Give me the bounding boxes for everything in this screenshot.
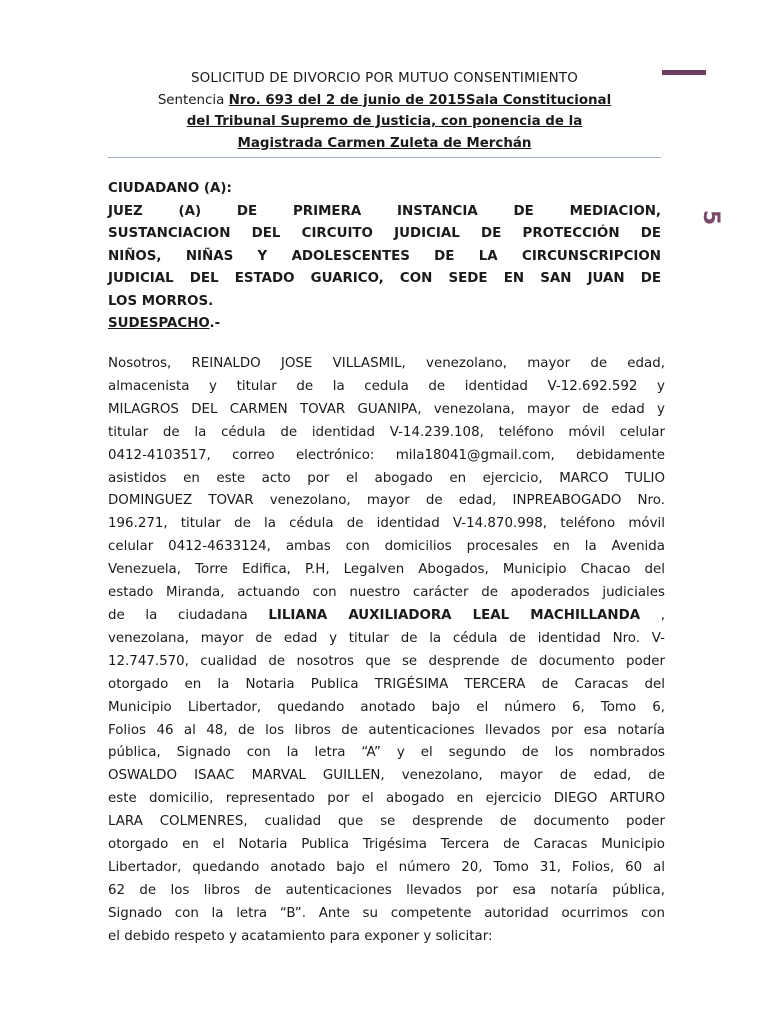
sentencia-line-2: del Tribunal Supremo de Justicia, con ponencia de la: [186, 114, 583, 129]
body-line: OSWALDO ISAAC MARVAL GUILLEN, venezolano, mayor de edad, de: [108, 768, 665, 784]
addressee-line: CIUDADANO (A):: [108, 181, 232, 196]
body-line: titular de la cédula de identidad V-14.239.108, teléfono móvil celular: [108, 424, 665, 440]
document-header: [108, 68, 661, 154]
body-line: otorgado en la Notaria Publica TRIGÉSIMA TERCERA de Caracas del: [108, 676, 665, 692]
page-number: 5: [698, 209, 724, 226]
body-line: asistidos en este acto por el abogado en ejercicio, MARCO TULIO: [108, 470, 665, 486]
client-suffix: ,: [660, 607, 665, 623]
body-line: LARA COLMENRES, cualidad que se desprende de documento poder: [108, 814, 665, 830]
body-line: celular 0412-4633124, ambas con domicilios procesales en la Avenida: [108, 539, 665, 555]
sentencia-line-1: [108, 90, 661, 112]
body-line: 196.271, titular de la cédula de identidad V-14.870.998, teléfono móvil: [108, 516, 665, 532]
addressee-line: SUSTANCIACION DEL CIRCUITO JUDICIAL DE PROTECCIÓN DE: [108, 226, 661, 241]
header-divider: [108, 157, 661, 158]
body-line: DOMINGUEZ TOVAR venezolano, mayor de edad, INPREABOGADO Nro.: [108, 493, 665, 509]
addressee-line: NIÑOS, NIÑAS Y ADOLESCENTES DE LA CIRCUNSCRIPCION: [108, 248, 661, 264]
document-title: SOLICITUD DE DIVORCIO POR MUTUO CONSENTIMIENTO: [190, 71, 578, 86]
body-line-client: [108, 605, 665, 628]
sudespacho-label: SUDESPACHO: [108, 316, 210, 331]
addressee-line: JUDICIAL DEL ESTADO GUARICO, CON SEDE EN SAN JUAN DE: [108, 271, 661, 286]
accent-bar: [662, 70, 706, 75]
addressee-line: JUEZ (A) DE PRIMERA INSTANCIA DE MEDIACION,: [108, 203, 661, 219]
body-line: Folios 46 al 48, de los libros de autenticaciones llevados por esa notaría: [108, 722, 665, 738]
body-line: almacenista y titular de la cedula de identidad V-12.692.592 y: [108, 378, 665, 394]
body-line: 0412-4103517, correo electrónico: mila18041@gmail.com, debidamente: [108, 447, 665, 463]
body-line: Nosotros, REINALDO JOSE VILLASMIL, venezolano, mayor de edad,: [108, 356, 665, 371]
client-name: LILIANA AUXILIADORA LEAL MACHILLANDA: [268, 607, 641, 623]
body-line: Municipio Libertador, quedando anotado bajo el número 6, Tomo 6,: [108, 699, 665, 715]
body-line: pública, Signado con la letra “A” y el segundo de los nombrados: [108, 745, 665, 761]
addressee-block: [108, 178, 661, 336]
sudespacho-line: [108, 313, 661, 336]
addressee-line: LOS MORROS.: [108, 293, 214, 309]
body-line: Venezuela, Torre Edifica, P.H, Legalven Abogados, Municipio Chacao del: [108, 562, 665, 578]
sentencia-prefix: Sentencia: [157, 92, 229, 108]
body-line: 12.747.570, cualidad de nosotros que se desprende de documento poder: [108, 653, 665, 669]
sentencia-reference: Nro. 693 del 2 de junio de 2015Sala Constitucional: [228, 92, 612, 108]
body-line: estado Miranda, actuando con nuestro carácter de apoderados judiciales: [108, 585, 665, 601]
body-line: este domicilio, representado por el abogado en ejercicio DIEGO ARTURO: [108, 791, 665, 807]
body-line: Signado con la letra “B”. Ante su competente autoridad ocurrimos con: [108, 905, 665, 921]
body-line: el debido respeto y acatamiento para exponer y solicitar:: [108, 928, 493, 944]
body-line: venezolana, mayor de edad y titular de la cédula de identidad Nro. V-: [108, 630, 665, 646]
client-prefix: de la ciudadana: [108, 607, 248, 623]
body-line: otorgado en el Notaria Publica Trigésima Tercera de Caracas Municipio: [108, 837, 665, 853]
body-line: Libertador, quedando anotado bajo el número 20, Tomo 31, Folios, 60 al: [108, 859, 665, 875]
sentencia-line-3: Magistrada Carmen Zuleta de Merchán: [237, 135, 532, 151]
body-paragraph: [108, 353, 665, 949]
body-line: MILAGROS DEL CARMEN TOVAR GUANIPA, venezolana, mayor de edad y: [108, 401, 665, 417]
sudespacho-suffix: .-: [209, 316, 221, 331]
body-line: 62 de los libros de autenticaciones llevados por esa notaría pública,: [108, 882, 665, 898]
